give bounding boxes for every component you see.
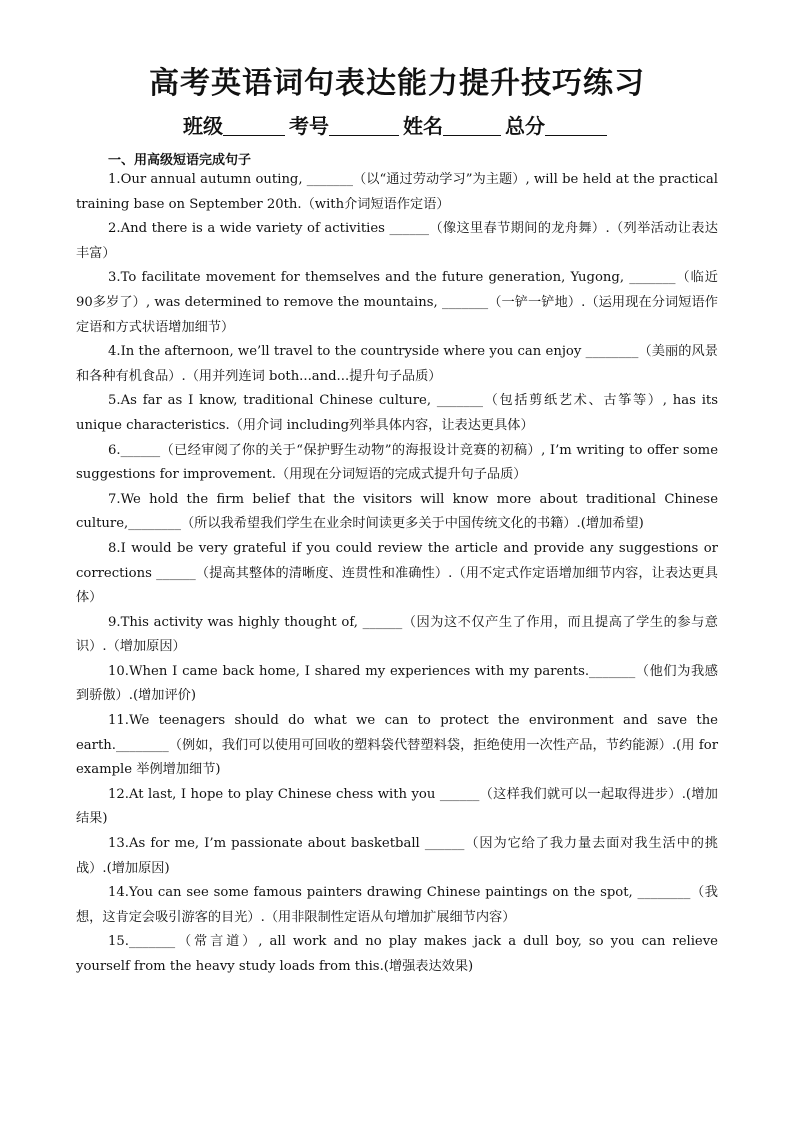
class-blank [223, 115, 285, 136]
question-item: 14.You can see some famous painters drawing Chinese paintings on the spot, ________（我想，这肯定会吸引游客的目光）.（用非限制性定语从句增加扩展细节内容） [76, 885, 718, 925]
class-label: 班级 [183, 114, 223, 138]
name-blank [443, 115, 501, 136]
question-item: 5.As far as I know, traditional Chinese culture, _______（包括剪纸艺术、古筝等）, has its unique characteristics.（用介词 including列举具体内容，让表达更具体） [76, 393, 718, 433]
question-item: 12.At last, I hope to play Chinese chess with you ______（这样我们就可以一起取得进步）.(增加结果) [76, 786, 718, 827]
question-item: 9.This activity was highly thought of, ______（因为这不仅产生了作用，而且提高了学生的参与意识）.（增加原因） [76, 614, 718, 655]
number-blank [329, 115, 399, 136]
question-item: 6.______（已经审阅了你的关于“保护野生动物”的海报设计竞赛的初稿）, I’m writing to offer some suggestions for improvement.（用现在分词短语的完成式提升句子品质） [76, 442, 718, 483]
name-label: 姓名 [403, 114, 443, 138]
section-heading: 一、用高级短语完成句子 [108, 153, 252, 168]
score-blank [545, 115, 607, 136]
question-item: 2.And there is a wide variety of activities ______（像这里春节期间的龙舟舞）.（列举活动让表达丰富） [76, 221, 718, 261]
page-title: 高考英语词句表达能力提升技巧练习 [149, 66, 645, 101]
question-item: 13.As for me, I’m passionate about basketball ______（因为它给了我力量去面对我生活中的挑战）.(增加原因) [76, 836, 718, 876]
question-item: 3.To facilitate movement for themselves and the future generation, Yugong, _______（临近90多岁了）, was determined to remove the mountains, _______（一铲一铲地）.（运用现在分词短语作定语和方式状语增加细节） [76, 270, 718, 335]
question-item: 8.I would be very grateful if you could review the article and provide any suggestions or corrections ______（提高其整体的清晰度、连贯性和准确性）.（用不定式作定语增加细节内容，让表达更具体） [76, 540, 718, 606]
question-item: 15._______（常言道）, all work and no play makes jack a dull boy, so you can relieve yourself from the heavy study loads from this.(增强表达效果) [76, 934, 718, 974]
question-item: 7.We hold the firm belief that the visitors will know more about traditional Chinese culture,________（所以我希望我们学生在业余时间读更多关于中国传统文化的书籍）.(增加希望) [76, 491, 718, 532]
question-item: 11.We teenagers should do what we can to protect the environment and save the earth.________（例如，我们可以使用可回收的塑料袋代替塑料袋，拒绝使用一次性产品，节约能源）.(用 for example 举例增加细节) [76, 713, 718, 778]
question-item: 10.When I came back home, I shared my experiences with my parents._______（他们为我感到骄傲）.(增加评价) [76, 663, 718, 704]
question-item: 4.In the afternoon, we’ll travel to the countryside where you can enjoy ________（美丽的风景和各种有机食品）.（用并列连词 both...and...提升句子品质） [76, 344, 718, 384]
number-label: 考号 [289, 114, 329, 138]
score-label: 总分 [505, 114, 545, 138]
student-info-line [0, 110, 794, 139]
question-item: 1.Our annual autumn outing, _______（以“通过劳动学习”为主题）, will be held at the practical training base on September 20th.（with介词短语作定语） [76, 172, 718, 212]
question-list [76, 168, 718, 980]
